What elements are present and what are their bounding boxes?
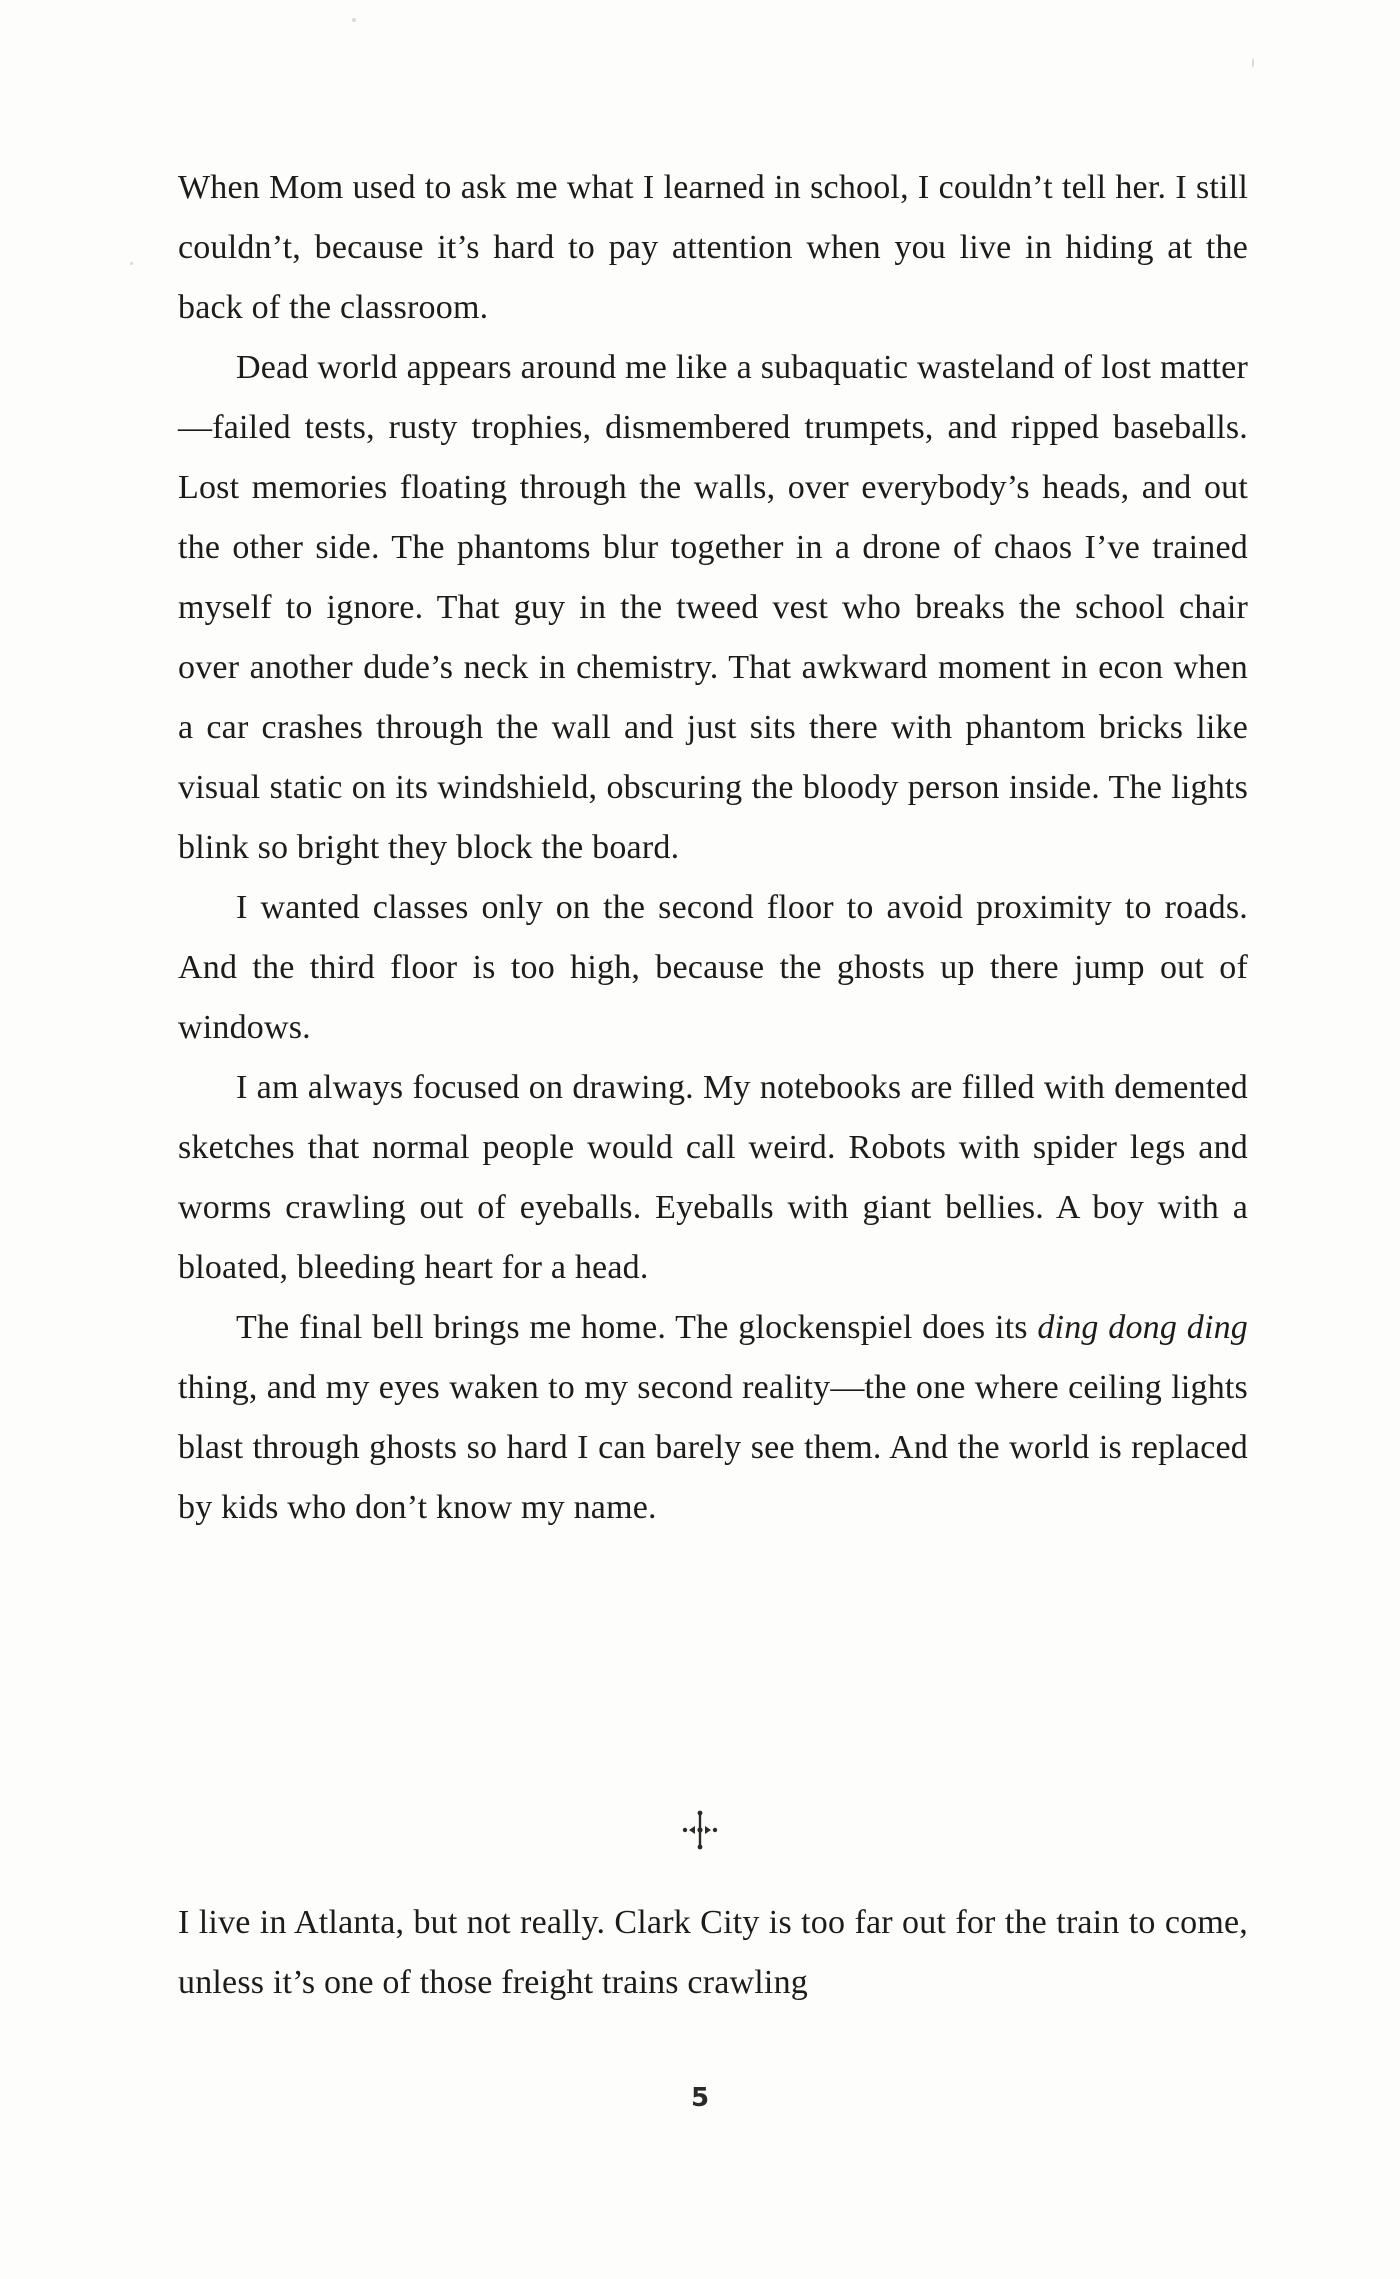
paragraph: I live in Atlanta, but not really. Clark City is too far out for the train to come, unless it’s one of those freight trains crawling [178,1904,1248,2001]
paragraph: I am always focused on drawing. My notebooks are filled with demented sketches that normal people would call weird. Robots with spider legs and worms crawling out of eyeballs. Eyeballs with giant bellies. A boy with a bloated, bleeding heart for a head. [178,1069,1248,1286]
scan-speck [1252,58,1254,68]
page-number: 5 [690,2083,710,2113]
paragraph: I wanted classes only on the second floor to avoid proximity to roads. And the third floor is too high, because the ghosts up there jump out of windows. [178,889,1248,1046]
scan-speck [130,262,133,265]
paragraph [178,1298,1248,1538]
body-text-bottom [178,1893,1248,2013]
italic-phrase: ding dong ding [1037,1309,1248,1346]
scan-speck [352,18,356,22]
paragraph-text: thing, and my eyes waken to my second reality—the one where ceiling lights blast through ghosts so hard I can barely see them. And the world is replaced by kids who don’t know my name. [178,1369,1248,1526]
paragraph: When Mom used to ask me what I learned in school, I couldn’t tell her. I still couldn’t, because it’s hard to pay attention when you live in hiding at the back of the classroom. [178,169,1248,326]
body-text-top [178,158,1248,1538]
paragraph: Dead world appears around me like a subaquatic wasteland of lost matter—failed tests, rusty trophies, dismembered trumpets, and ripped baseballs. Lost memories floating through the walls, over everybody’s heads, and out the other side. The phantoms blur together in a drone of chaos I’ve trained myself to ignore. That guy in the tweed vest who breaks the school chair over another dude’s neck in chemistry. That awkward moment in econ when a car crashes through the wall and just sits there with phantom bricks like visual static on its windshield, obscuring the bloody person inside. The lights blink so bright they block the board. [178,349,1248,866]
paragraph-text: The final bell brings me home. The glockenspiel does its [236,1309,1038,1346]
ornament-cross-icon [676,1806,724,1854]
